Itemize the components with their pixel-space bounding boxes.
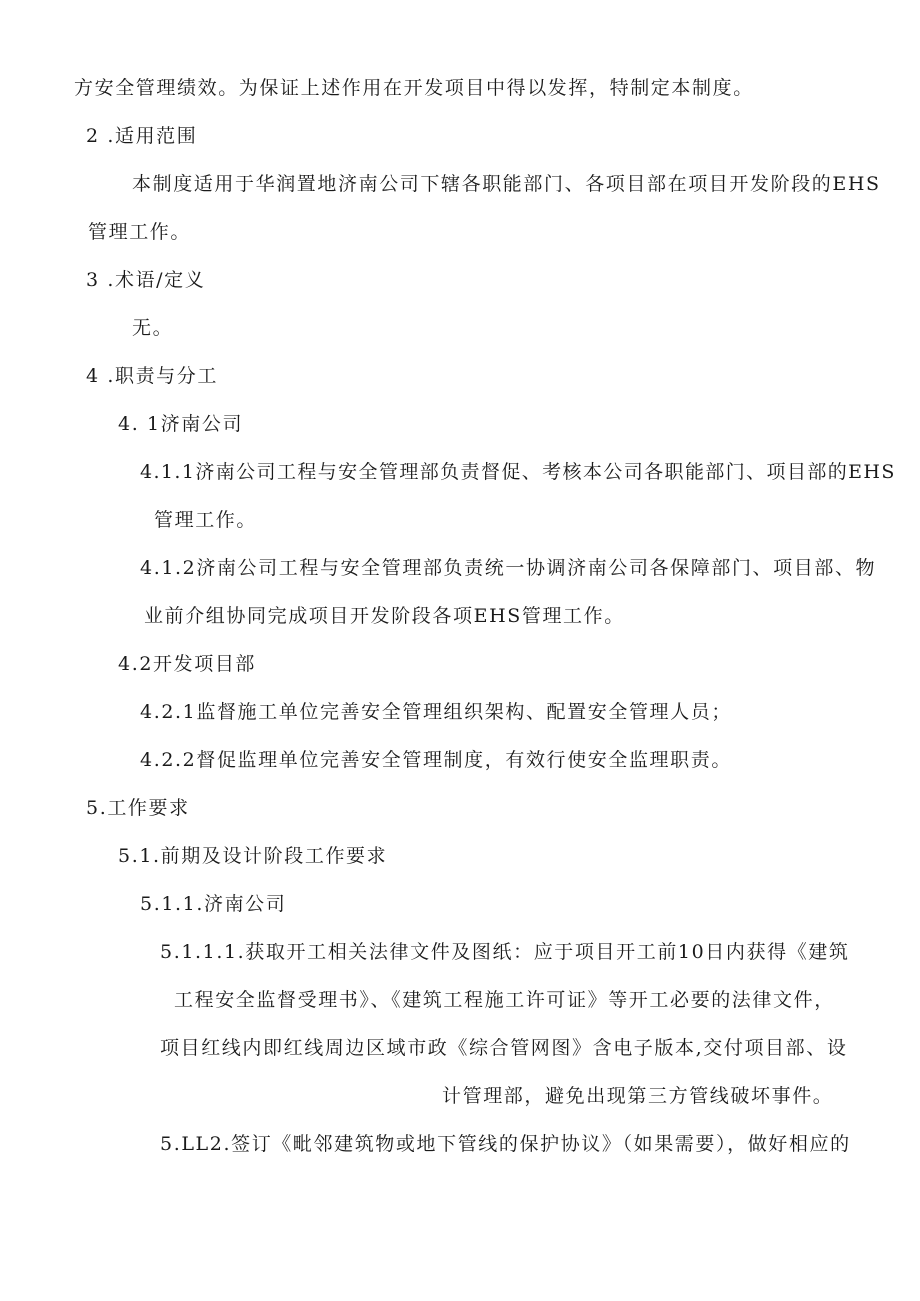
paragraph-continuation: 方安全管理绩效。为保证上述作用在开发项目中得以发挥，特制定本制度。 — [74, 77, 754, 99]
clause-text: 4.1.2济南公司工程与安全管理部负责统一协调济南公司各保障部门、项目部、物 — [140, 557, 877, 579]
clause-text: 计管理部，避免出现第三方管线破坏事件。 — [442, 1085, 834, 1107]
subsection-heading: 4.2开发项目部 — [118, 653, 257, 675]
clause-text: 工程安全监督受理书》、《建筑工程施工许可证》等开工必要的法律文件， — [174, 989, 835, 1011]
section-heading-2: 2 .适用范围 — [86, 125, 198, 147]
clause-text: 管理工作。 — [154, 509, 258, 531]
section-heading-3: 3 .术语/定义 — [86, 269, 206, 291]
clause-text: 4.1.1济南公司工程与安全管理部负责督促、考核本公司各职能部门、项目部的EHS — [140, 461, 896, 483]
clause-text: 业前介组协同完成项目开发阶段各项EHS管理工作。 — [144, 605, 625, 627]
section-heading-5: 5.工作要求 — [86, 797, 190, 819]
clause-text: 5.LL2.签订《毗邻建筑物或地下管线的保护协议》（如果需要），做好相应的 — [160, 1133, 851, 1155]
body-text: 管理工作。 — [88, 221, 192, 243]
body-text: 无。 — [132, 317, 174, 339]
subsection-heading: 5.1.前期及设计阶段工作要求 — [118, 845, 388, 867]
clause-text: 4.2.1监督施工单位完善安全管理组织架构、配置安全管理人员； — [140, 701, 732, 723]
subsection-heading: 5.1.1.济南公司 — [140, 893, 287, 915]
body-text: 本制度适用于华润置地济南公司下辖各职能部门、各项目部在项目开发阶段的EHS — [132, 173, 881, 195]
clause-text: 5.1.1.1.获取开工相关法律文件及图纸：应于项目开工前10日内获得《建筑 — [160, 941, 850, 963]
subsection-heading: 4. 1济南公司 — [118, 413, 244, 435]
clause-text: 项目红线内即红线周边区域市政《综合管网图》含电子版本,交付项目部、设 — [160, 1037, 848, 1059]
clause-text: 4.2.2督促监理单位完善安全管理制度，有效行使安全监理职责。 — [140, 749, 732, 771]
section-heading-4: 4 .职责与分工 — [86, 365, 218, 387]
